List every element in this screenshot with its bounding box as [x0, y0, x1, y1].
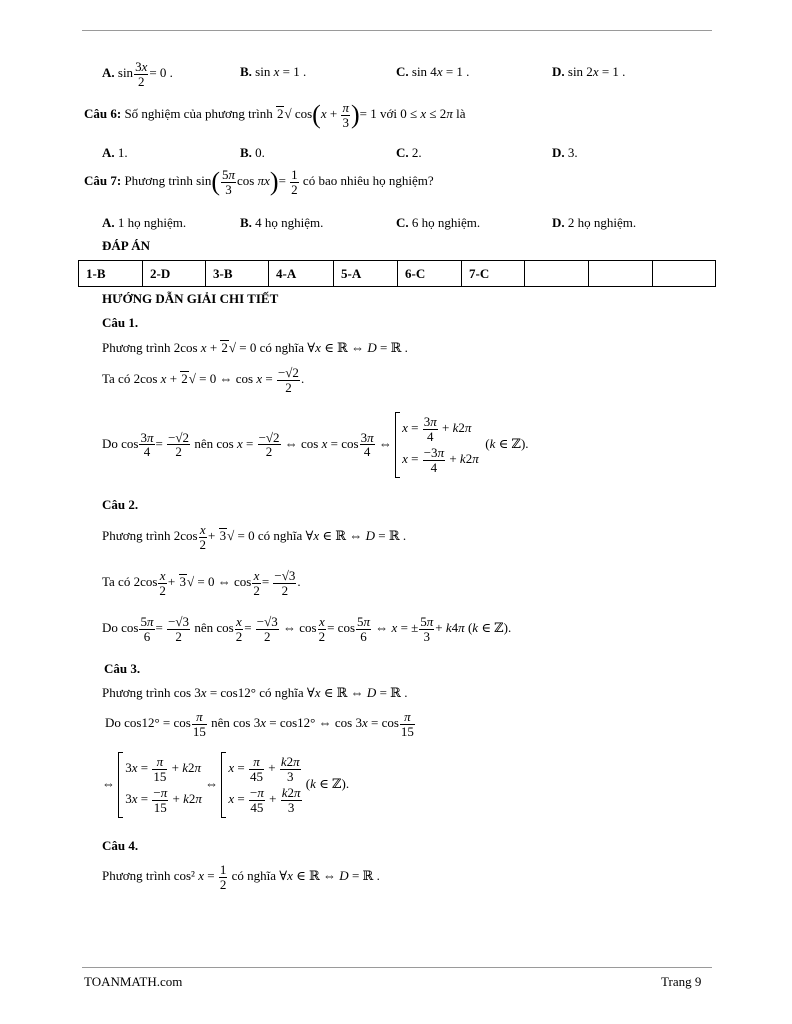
- c1-line2: Ta có 2cos x + 2√ = 0 ⇔ cos x = $\frac{-√2}{2}$ .: [102, 365, 305, 395]
- q5-option-a: A. sin $\frac{3x}{2}$ = 0 .: [102, 59, 173, 89]
- c1-label: Câu 1.: [102, 315, 139, 330]
- answer-table: [78, 260, 716, 287]
- answers-title: ĐÁP ÁN: [102, 238, 151, 253]
- q7-option-d: D. 2 họ nghiệm.: [552, 215, 637, 230]
- answer-cell: 5-A: [334, 261, 398, 287]
- c3-line2: Do cos12° = cos $\frac{\pi}{15}$ nên cos 3x = cos12° ⇔ cos 3x = cos $\frac{\pi}{15}$: [105, 709, 414, 739]
- q7-option-c: C. 6 họ nghiệm.: [396, 215, 481, 230]
- c4-label: Câu 4.: [102, 838, 139, 853]
- answer-cell: 2-D: [143, 261, 206, 287]
- q6-option-a: A. 1.: [102, 145, 128, 160]
- question-7: Câu 7: Phương trình sin( $\frac{5\pi}{3}$ cos πx)= $\frac{1}{2}$ có bao nhiêu họ nghiệm?: [84, 167, 434, 197]
- answer-cell: [653, 261, 716, 287]
- q7-option-b: B. 4 họ nghiệm.: [240, 215, 324, 230]
- question-6: Câu 6: Số nghiệm của phương trình 2√ cos(x + $\frac{\pi}{3}$ )= 1 với 0 ≤ x ≤ 2π là: [84, 100, 466, 130]
- answer-cell: 3-B: [206, 261, 269, 287]
- c3-line1: Phương trình cos 3x = cos12° có nghĩa ∀x ∈ ℝ ⇔ D = ℝ .: [102, 685, 408, 700]
- c1-line1: Phương trình 2cos x + 2√ = 0 có nghĩa ∀x ∈ ℝ ⇔ D = ℝ .: [102, 340, 408, 355]
- footer-page-number: Trang 9: [661, 974, 702, 989]
- footer-site: TOANMATH.com: [84, 974, 183, 989]
- q5-option-c: C. sin 4x = 1 .: [396, 64, 470, 79]
- answer-cell: 7-C: [462, 261, 525, 287]
- c3-line3: ⇔ 3x = $\frac{\pi}{15}$ + k2π 3x = $\frac{-\pi}{15}$ + k2π ⇔ x = $\frac{\pi}{45}$ + $\frac{k2\pi}{3}$ x = $\frac{-\pi}{45}$ + $\frac{k2\pi}{3}$ (k ∈ ℤ).: [102, 752, 349, 818]
- q7-option-a: A. 1 họ nghiệm.: [102, 215, 187, 230]
- q6-option-d: D. 3.: [552, 145, 578, 160]
- c2-line2: Ta có 2cos $\frac{x}{2}$ + 3√ = 0 ⇔ cos $\frac{x}{2}$ = $\frac{-√3}{2}$ .: [102, 568, 301, 598]
- c3-label: Câu 3.: [104, 661, 141, 676]
- c2-line1: Phương trình 2cos $\frac{x}{2}$ + 3√ = 0 có nghĩa ∀x ∈ ℝ ⇔ D = ℝ .: [102, 522, 407, 552]
- c1-line3: Do cos $\frac{3\pi}{4}$ = $\frac{-√2}{2}$ nên cos x = $\frac{-√2}{2}$ ⇔ cos x = cos $\frac{3\pi}{4}$ ⇔ x = $\frac{3\pi}{4}$ + k2π x = $\frac{-3\pi}{4}$ + k2π (k ∈ ℤ).: [102, 412, 529, 478]
- header-rule: [82, 30, 712, 31]
- answer-cell: [589, 261, 653, 287]
- q5-option-b: B. sin x = 1 .: [240, 64, 307, 79]
- c2-line3: Do cos $\frac{5\pi}{6}$ = $\frac{-√3}{2}$ nên cos $\frac{x}{2}$ = $\frac{-√3}{2}$ ⇔ cos $\frac{x}{2}$ = cos $\frac{5\pi}{6}$ ⇔ x = ± $\frac{5\pi}{3}$ + k4π (k ∈ ℤ).: [102, 614, 512, 644]
- guide-title: HƯỚNG DẪN GIẢI CHI TIẾT: [102, 291, 279, 306]
- c2-label: Câu 2.: [102, 497, 139, 512]
- q5-option-d: D. sin 2x = 1 .: [552, 64, 626, 79]
- answer-cell: [525, 261, 589, 287]
- footer-rule: [82, 967, 712, 968]
- q6-option-c: C. 2.: [396, 145, 422, 160]
- c4-line1: Phương trình cos² x = $\frac{1}{2}$ có nghĩa ∀x ∈ ℝ ⇔ D = ℝ .: [102, 862, 380, 892]
- answer-cell: 6-C: [398, 261, 462, 287]
- answer-cell: 1-B: [79, 261, 143, 287]
- answer-cell: 4-A: [269, 261, 334, 287]
- q6-option-b: B. 0.: [240, 145, 265, 160]
